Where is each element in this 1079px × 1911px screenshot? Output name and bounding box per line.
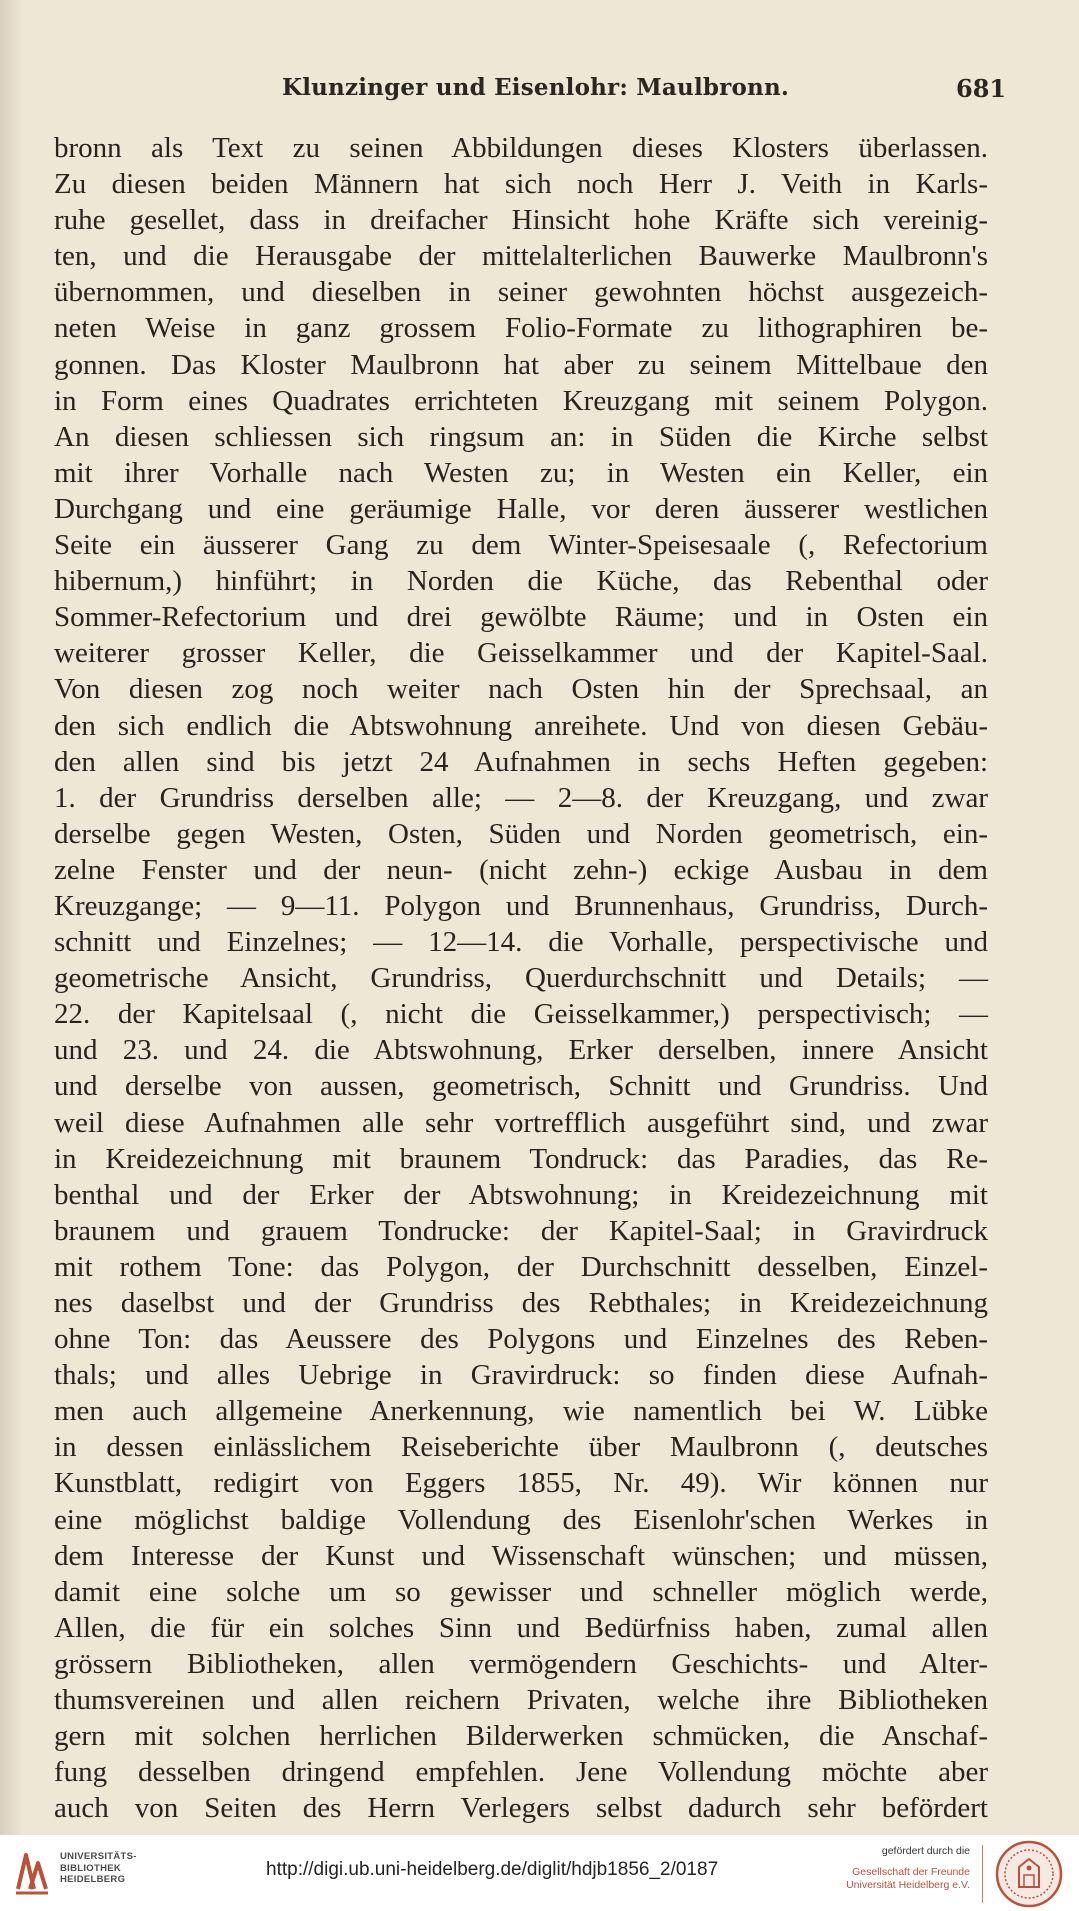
text-line: Zu diesen beiden Männern hat sich noch Herr J. Veith in Karls-	[54, 168, 988, 201]
text-line: Von diesen zog noch weiter nach Osten hin der Sprechsaal, an	[54, 673, 988, 706]
permalink-url[interactable]: http://digi.ub.uni-heidelberg.de/diglit/hdjb1856_2/0187	[266, 1859, 719, 1880]
text-line: zelne Fenster und der neun- (nicht zehn-) eckige Ausbau in dem	[54, 853, 988, 886]
text-line: 22. der Kapitelsaal (, nicht die Geisselkammer,) perspectivisch; —	[54, 998, 988, 1031]
footer-divider	[982, 1845, 983, 1903]
text-line: grössern Bibliotheken, allen vermögendern Geschichts- und Alter-	[54, 1647, 988, 1680]
text-line: hibernum,) hinführt; in Norden die Küche, das Rebenthal oder	[54, 565, 988, 598]
library-name-line: BIBLIOTHEK	[60, 1862, 122, 1874]
text-line: benthal und der Erker der Abtswohnung; in Kreidezeichnung mit	[54, 1178, 988, 1211]
text-line: Sommer-Refectorium und drei gewölbte Räume; und in Osten ein	[54, 601, 988, 634]
sponsor-name-line: Gesellschaft der Freunde	[852, 1866, 970, 1878]
text-line: übernommen, und dieselben in seiner gewohnten höchst ausgezeich-	[54, 276, 988, 309]
text-line: fung desselben dringend empfehlen. Jene Vollendung möchte aber	[54, 1756, 988, 1789]
running-title: Klunzinger und Eisenlohr: Maulbronn.	[282, 74, 790, 101]
library-name-line: UNIVERSITÄTS-	[60, 1851, 137, 1862]
page-binding-shadow	[0, 0, 24, 1835]
viewer-footer	[0, 1835, 1079, 1911]
text-line: dem Interesse der Kunst und Wissenschaft wünschen; und müssen,	[54, 1539, 988, 1572]
running-head	[0, 74, 1079, 110]
text-line: gonnen. Das Kloster Maulbronn hat aber zu seinem Mittelbaue den	[54, 348, 988, 381]
text-line: in Kreidezeichnung mit braunem Tondruck: das Paradies, das Re-	[54, 1142, 988, 1175]
text-line: mit ihrer Vorhalle nach Westen zu; in Westen ein Keller, ein	[54, 456, 988, 489]
text-line: ten, und die Herausgabe der mittelalterlichen Bauwerke Maulbronn's	[54, 240, 988, 273]
text-line: Durchgang und eine geräumige Halle, vor deren äusserer westlichen	[54, 492, 988, 525]
text-line: braunem und grauem Tondrucke: der Kapitel-Saal; in Gravirdruck	[54, 1214, 988, 1247]
text-line: ohne Ton: das Aeussere des Polygons und Einzelnes des Reben-	[54, 1323, 988, 1356]
text-line: und 23. und 24. die Abtswohnung, Erker derselben, innere Ansicht	[54, 1034, 988, 1067]
page-number: 681	[956, 74, 1007, 103]
library-name[interactable]	[60, 1851, 137, 1886]
text-line: bronn als Text zu seinen Abbildungen dieses Klosters überlassen.	[54, 132, 988, 164]
text-line: geometrische Ansicht, Grundriss, Querdurchschnitt und Details; —	[54, 962, 988, 995]
text-line: den sich endlich die Abtswohnung anreihete. Und von diesen Gebäu-	[54, 709, 988, 742]
text-line: und derselbe von aussen, geometrisch, Schnitt und Grundriss. Und	[54, 1070, 988, 1103]
text-line: weiterer grosser Keller, die Geisselkammer und der Kapitel-Saal.	[54, 637, 988, 670]
body-text	[54, 130, 988, 1826]
text-line: Kreuzgange; — 9—11. Polygon und Brunnenhaus, Grundriss, Durch-	[54, 889, 988, 922]
text-line: gern mit solchen herrlichen Bilderwerken schmücken, die Anschaf-	[54, 1720, 988, 1753]
text-line: thumsvereinen und allen reichern Privaten, welche ihre Bibliotheken	[54, 1684, 988, 1717]
text-line: den allen sind bis jetzt 24 Aufnahmen in sechs Heften gegeben:	[54, 745, 988, 778]
text-line: damit eine solche um so gewisser und schneller möglich werde,	[54, 1575, 988, 1608]
text-line: neten Weise in ganz grossem Folio-Formate zu lithographiren be-	[54, 312, 988, 345]
text-line: Seite ein äusserer Gang zu dem Winter-Speisesaale (, Refectorium	[54, 529, 988, 562]
text-line: derselbe gegen Westen, Osten, Süden und Norden geometrisch, ein-	[54, 817, 988, 850]
text-line: in dessen einlässlichem Reiseberichte über Maulbronn (, deutsches	[54, 1431, 988, 1464]
text-line: 1. der Grundriss derselben alle; — 2—8. der Kreuzgang, und zwar	[54, 781, 988, 814]
text-line: schnitt und Einzelnes; — 12—14. die Vorhalle, perspectivische und	[54, 926, 988, 959]
sponsor-credit[interactable]	[820, 1845, 970, 1892]
text-line: weil diese Aufnahmen alle sehr vortrefflich ausgeführt sind, und zwar	[54, 1106, 988, 1139]
text-line: Allen, die für ein solches Sinn und Bedürfniss haben, zumal allen	[54, 1611, 988, 1644]
sponsor-caption: gefördert durch die	[881, 1845, 970, 1857]
text-line: men auch allgemeine Anerkennung, wie namentlich bei W. Lübke	[54, 1395, 988, 1428]
library-name-line: HEIDELBERG	[60, 1874, 126, 1885]
text-line: nes daselbst und der Grundriss des Rebthales; in Kreidezeichnung	[54, 1287, 988, 1319]
text-line: in Form eines Quadrates errichteten Kreuzgang mit seinem Polygon.	[54, 384, 988, 417]
text-line: eine möglichst baldige Vollendung des Eisenlohr'schen Werkes in	[54, 1503, 988, 1536]
text-line: ruhe gesellet, dass in dreifacher Hinsicht hohe Kräfte sich vereinig-	[54, 204, 988, 237]
text-line: An diesen schliessen sich ringsum an: in Süden die Kirche selbst	[54, 420, 988, 453]
text-line: Kunstblatt, redigirt von Eggers 1855, Nr. 49). Wir können nur	[54, 1467, 988, 1500]
text-line: mit rothem Tone: das Polygon, der Durchschnitt desselben, Einzel-	[54, 1250, 988, 1283]
ub-heidelberg-logo-icon[interactable]	[12, 1849, 52, 1897]
university-seal-icon[interactable]	[994, 1839, 1064, 1909]
text-line: thals; und alles Uebrige in Gravirdruck: so finden diese Aufnah-	[54, 1359, 988, 1392]
sponsor-name-line: Universität Heidelberg e.V.	[846, 1879, 970, 1891]
text-line: auch von Seiten des Herrn Verlegers selbst dadurch sehr befördert	[54, 1792, 988, 1825]
